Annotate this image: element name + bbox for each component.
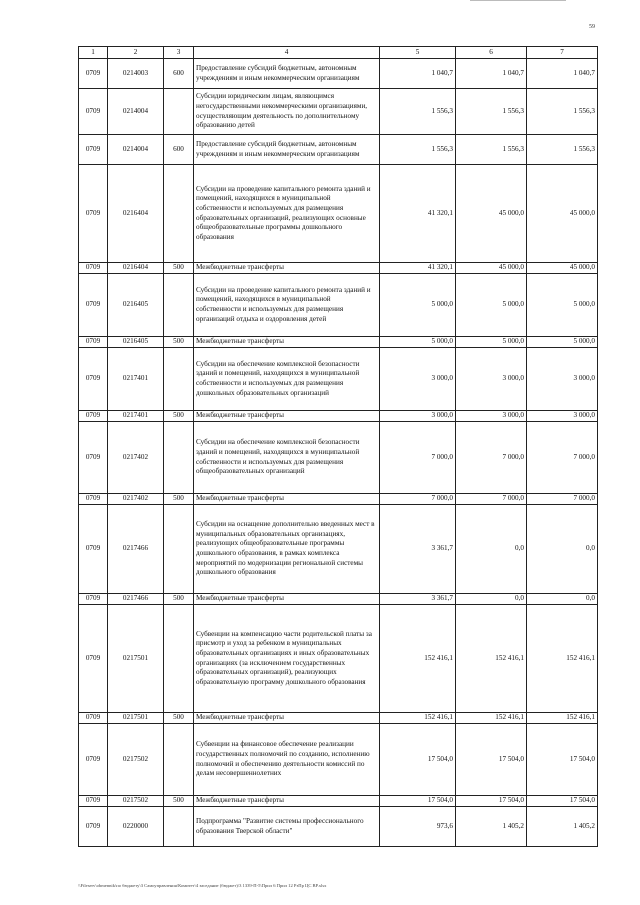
table-row: [79, 422, 598, 494]
table-row: [79, 337, 598, 348]
amount-year-3: 0,0: [527, 594, 598, 605]
target-code: 0214004: [108, 135, 164, 165]
item-name: Субсидии на проведение капитального ремонта зданий и помещений, находящихся в муниципальной собственности и используемых для размещения организаций отдыха и оздоровления детей: [194, 274, 380, 337]
target-code: 0216404: [108, 263, 164, 274]
amount-year-2: 0,0: [456, 505, 527, 594]
expense-type-code: [164, 422, 194, 494]
table-row: [79, 724, 598, 796]
item-name: Субсидии на обеспечение комплексной безопасности зданий и помещений, находящихся в муниципальной собственности и используемых для размещения дошкольных образовательных организаций: [194, 348, 380, 411]
section-code: 0709: [79, 796, 108, 807]
expense-type-code: [164, 348, 194, 411]
section-code: 0709: [79, 807, 108, 847]
table-row: [79, 505, 598, 594]
amount-year-3: 1 405,2: [527, 807, 598, 847]
item-name: Подпрограмма "Развитие системы профессионального образования Тверской области": [194, 807, 380, 847]
target-code: 0217466: [108, 594, 164, 605]
target-code: 0216405: [108, 274, 164, 337]
amount-year-1: 3 361,7: [380, 594, 456, 605]
amount-year-3: 5 000,0: [527, 337, 598, 348]
scan-edge-line: [470, 0, 566, 1]
amount-year-1: 3 000,0: [380, 411, 456, 422]
amount-year-2: 3 000,0: [456, 411, 527, 422]
item-name: Межбюджетные трансферты: [194, 411, 380, 422]
column-header: 4: [194, 47, 380, 59]
item-name: Предоставление субсидий бюджетным, автономным учреждениям и иным некоммерческим организациям: [194, 135, 380, 165]
item-name: Субвенции на компенсацию части родительской платы за присмотр и уход за ребенком в муниципальных образовательных организациях и иных образовательных организациях (за исключением государственных образовательных организаций), реализующих образовательную программу дошкольного образования: [194, 605, 380, 713]
table-row: [79, 59, 598, 89]
table-row: [79, 494, 598, 505]
expense-type-code: [164, 807, 194, 847]
expense-type-code: 500: [164, 494, 194, 505]
amount-year-2: 1 040,7: [456, 59, 527, 89]
amount-year-3: 1 556,3: [527, 89, 598, 135]
target-code: 0217401: [108, 348, 164, 411]
amount-year-1: 1 556,3: [380, 89, 456, 135]
section-code: 0709: [79, 274, 108, 337]
target-code: 0217402: [108, 422, 164, 494]
expense-type-code: 500: [164, 411, 194, 422]
section-code: 0709: [79, 713, 108, 724]
budget-table: [78, 46, 598, 847]
amount-year-3: 45 000,0: [527, 165, 598, 263]
amount-year-2: 1 405,2: [456, 807, 527, 847]
expense-type-code: 600: [164, 135, 194, 165]
target-code: 0216405: [108, 337, 164, 348]
section-code: 0709: [79, 594, 108, 605]
amount-year-2: 17 504,0: [456, 724, 527, 796]
section-code: 0709: [79, 724, 108, 796]
item-name: Межбюджетные трансферты: [194, 337, 380, 348]
target-code: 0217401: [108, 411, 164, 422]
amount-year-2: 5 000,0: [456, 337, 527, 348]
target-code: 0217501: [108, 605, 164, 713]
table-row: [79, 713, 598, 724]
amount-year-2: 152 416,1: [456, 605, 527, 713]
amount-year-1: 17 504,0: [380, 724, 456, 796]
item-name: Субсидии на проведение капитального ремонта зданий и помещений, находящихся в муниципальной собственности и используемых для размещения образовательных организаций, реализующих основные общеобразовательные программы дошкольного образования: [194, 165, 380, 263]
amount-year-2: 5 000,0: [456, 274, 527, 337]
section-code: 0709: [79, 348, 108, 411]
amount-year-3: 7 000,0: [527, 422, 598, 494]
column-header: 2: [108, 47, 164, 59]
expense-type-code: 500: [164, 337, 194, 348]
item-name: Межбюджетные трансферты: [194, 263, 380, 274]
amount-year-1: 5 000,0: [380, 274, 456, 337]
amount-year-1: 1 556,3: [380, 135, 456, 165]
table-row: [79, 263, 598, 274]
section-code: 0709: [79, 165, 108, 263]
section-code: 0709: [79, 422, 108, 494]
amount-year-3: 152 416,1: [527, 605, 598, 713]
table-row: [79, 165, 598, 263]
expense-type-code: 500: [164, 594, 194, 605]
section-code: 0709: [79, 505, 108, 594]
amount-year-1: 1 040,7: [380, 59, 456, 89]
amount-year-1: 3 361,7: [380, 505, 456, 594]
column-header: 5: [380, 47, 456, 59]
amount-year-2: 1 556,3: [456, 89, 527, 135]
target-code: 0216404: [108, 165, 164, 263]
column-header: 7: [527, 47, 598, 59]
target-code: 0217501: [108, 713, 164, 724]
amount-year-3: 3 000,0: [527, 411, 598, 422]
amount-year-3: 0,0: [527, 505, 598, 594]
amount-year-1: 17 504,0: [380, 796, 456, 807]
amount-year-3: 152 416,1: [527, 713, 598, 724]
amount-year-1: 152 416,1: [380, 713, 456, 724]
table-row: [79, 348, 598, 411]
target-code: 0217502: [108, 724, 164, 796]
section-code: 0709: [79, 337, 108, 348]
target-code: 0217466: [108, 505, 164, 594]
column-header: 1: [79, 47, 108, 59]
item-name: Предоставление субсидий бюджетным, автономным учреждениям и иным некоммерческим организациям: [194, 59, 380, 89]
amount-year-3: 3 000,0: [527, 348, 598, 411]
amount-year-1: 7 000,0: [380, 422, 456, 494]
amount-year-3: 45 000,0: [527, 263, 598, 274]
section-code: 0709: [79, 605, 108, 713]
amount-year-3: 1 556,3: [527, 135, 598, 165]
item-name: Межбюджетные трансферты: [194, 494, 380, 505]
amount-year-1: 152 416,1: [380, 605, 456, 713]
amount-year-3: 7 000,0: [527, 494, 598, 505]
column-header: 6: [456, 47, 527, 59]
section-code: 0709: [79, 59, 108, 89]
amount-year-1: 41 320,1: [380, 263, 456, 274]
expense-type-code: [164, 274, 194, 337]
amount-year-1: 7 000,0: [380, 494, 456, 505]
amount-year-2: 0,0: [456, 594, 527, 605]
amount-year-2: 3 000,0: [456, 348, 527, 411]
amount-year-2: 45 000,0: [456, 165, 527, 263]
target-code: 0217502: [108, 796, 164, 807]
expense-type-code: 500: [164, 713, 194, 724]
amount-year-3: 17 504,0: [527, 724, 598, 796]
table-row: [79, 411, 598, 422]
table-header-row: [79, 47, 598, 59]
amount-year-1: 5 000,0: [380, 337, 456, 348]
section-code: 0709: [79, 411, 108, 422]
amount-year-2: 7 000,0: [456, 422, 527, 494]
expense-type-code: [164, 605, 194, 713]
section-code: 0709: [79, 135, 108, 165]
amount-year-2: 45 000,0: [456, 263, 527, 274]
target-code: 0220000: [108, 807, 164, 847]
table-row: [79, 796, 598, 807]
amount-year-3: 17 504,0: [527, 796, 598, 807]
column-header: 3: [164, 47, 194, 59]
expense-type-code: 600: [164, 59, 194, 89]
expense-type-code: [164, 89, 194, 135]
amount-year-1: 973,6: [380, 807, 456, 847]
item-name: Межбюджетные трансферты: [194, 594, 380, 605]
target-code: 0214004: [108, 89, 164, 135]
item-name: Субсидии на обеспечение комплексной безопасности зданий и помещений, находящихся в муниципальной собственности и используемых для размещения общеобразовательных организаций: [194, 422, 380, 494]
table-row: [79, 807, 598, 847]
table-row: [79, 605, 598, 713]
amount-year-1: 3 000,0: [380, 348, 456, 411]
table-row: [79, 274, 598, 337]
section-code: 0709: [79, 494, 108, 505]
amount-year-1: 41 320,1: [380, 165, 456, 263]
section-code: 0709: [79, 89, 108, 135]
item-name: Межбюджетные трансферты: [194, 713, 380, 724]
expense-type-code: 500: [164, 796, 194, 807]
table-row: [79, 89, 598, 135]
item-name: Субвенции на финансовое обеспечение реализации государственных полномочий по созданию, исполнению полномочий и обеспечению деятельности комиссий по делам несовершеннолетних: [194, 724, 380, 796]
amount-year-2: 1 556,3: [456, 135, 527, 165]
amount-year-3: 5 000,0: [527, 274, 598, 337]
expense-type-code: [164, 165, 194, 263]
footer-file-path: \\Fileserv\obmennik\по бюджету\3 Самоуправления\Комитет\4 заседание (бюджет)\3 1339-П-5\Прил 6 Прил 12 РзПр ЦС ВР.xlsx: [78, 883, 327, 888]
expense-type-code: [164, 724, 194, 796]
item-name: Межбюджетные трансферты: [194, 796, 380, 807]
amount-year-2: 17 504,0: [456, 796, 527, 807]
target-code: 0214003: [108, 59, 164, 89]
amount-year-3: 1 040,7: [527, 59, 598, 89]
expense-type-code: 500: [164, 263, 194, 274]
expense-type-code: [164, 505, 194, 594]
amount-year-2: 152 416,1: [456, 713, 527, 724]
target-code: 0217402: [108, 494, 164, 505]
table-row: [79, 594, 598, 605]
page-number: 59: [589, 24, 595, 30]
item-name: Субсидии юридическим лицам, являющимся негосударственными некоммерческими организациями, осуществляющим деятельность по дополнительному образованию детей: [194, 89, 380, 135]
table-row: [79, 135, 598, 165]
amount-year-2: 7 000,0: [456, 494, 527, 505]
item-name: Субсидии на оснащение дополнительно введенных мест в муниципальных образовательных организациях, реализующих общеобразовательные программы дошкольного образования, в рамках комплекса мероприятий по модернизации региональной системы дошкольного образования: [194, 505, 380, 594]
section-code: 0709: [79, 263, 108, 274]
